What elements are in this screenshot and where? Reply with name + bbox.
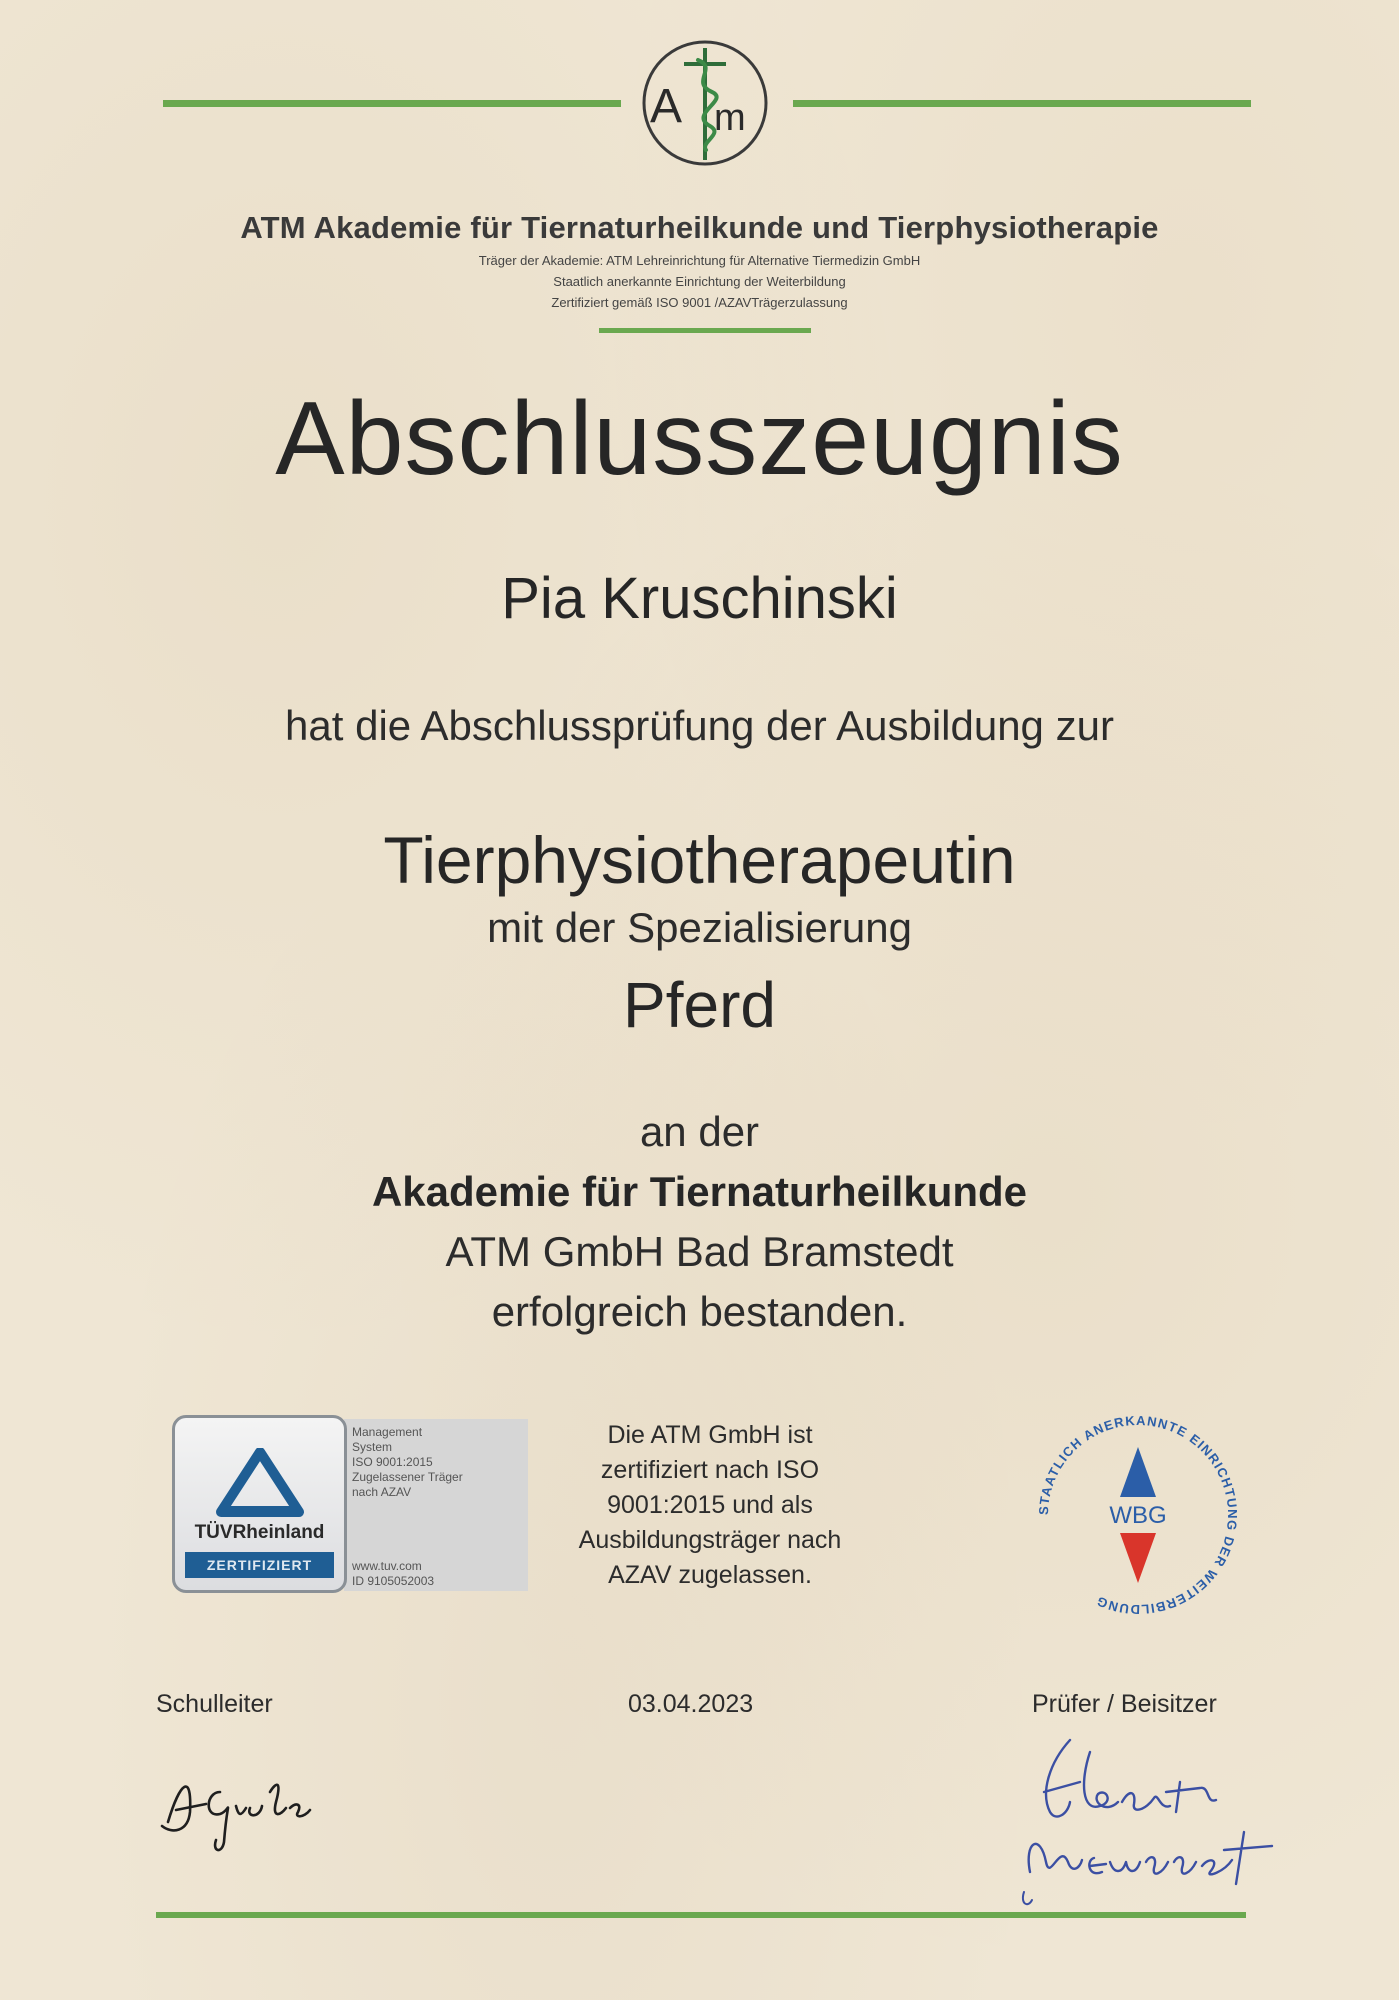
examiner-signatures (1010, 1722, 1300, 1912)
wbg-center-text: WBG (1109, 1502, 1167, 1529)
intro-text: hat die Abschlussprüfung der Ausbildung zur (285, 702, 1114, 749)
tuv-status: ZERTIFIZIERT (185, 1552, 334, 1578)
institution-name: Akademie für Tiernaturheilkunde (371, 1168, 1028, 1215)
passed-text: erfolgreich bestanden. (491, 1288, 908, 1335)
certification-note-line: Ausbildungsträger nach (578, 1526, 842, 1554)
academy-subline: Zertifiziert gemäß ISO 9001 /AZAVTrägerzulassung (551, 295, 848, 310)
logo-letter-m: m (714, 97, 746, 139)
tuv-details-panel (344, 1419, 528, 1591)
tuv-id: ID 9105052003 (352, 1574, 435, 1588)
tuv-detail-line: System (352, 1440, 393, 1454)
logo-letter-a: A (650, 80, 683, 133)
principal-signature (150, 1752, 320, 1862)
tuv-triangle-icon (215, 1448, 305, 1518)
certificate-title: Abschlusszeugnis (275, 381, 1124, 497)
certification-note-line: AZAV zugelassen. (608, 1561, 812, 1589)
footer-line (156, 1912, 1246, 1918)
header-line-right (793, 100, 1251, 107)
tuv-detail-line: nach AZAV (352, 1485, 412, 1499)
recipient-name: Pia Kruschinski (501, 566, 898, 631)
certification-note-line: 9001:2015 und als (607, 1491, 813, 1519)
academy-subline: Träger der Akademie: ATM Lehreinrichtung für Alternative Tiermedizin GmbH (478, 253, 921, 268)
specialization: Pferd (623, 969, 776, 1041)
tuv-website: www.tuv.com (352, 1559, 422, 1573)
wbg-arrow-down-icon (1120, 1533, 1156, 1583)
certification-note-line: zertifiziert nach ISO (600, 1456, 820, 1484)
tuv-brand: TÜVRheinland (194, 1522, 325, 1543)
issue-date: 03.04.2023 (628, 1690, 754, 1718)
wbg-arrow-up-icon (1120, 1447, 1156, 1497)
at-the-text: an der (639, 1108, 760, 1155)
principal-label: Schulleiter (156, 1690, 273, 1718)
examiner-label: Prüfer / Beisitzer (1032, 1690, 1217, 1718)
tuv-certification-badge (172, 1415, 528, 1595)
tuv-logo-panel (172, 1415, 347, 1593)
wbg-seal (1028, 1405, 1248, 1625)
header-underline (599, 328, 811, 333)
wbg-ring-text: STAATLICH ANERKANNTE EINRICHTUNG DER WEITERBILDUNG (1035, 1412, 1241, 1618)
header-line-left (163, 100, 621, 107)
profession: Tierphysiotherapeutin (383, 823, 1016, 897)
tuv-detail-line: Management (352, 1425, 423, 1439)
academy-title: ATM Akademie für Tiernaturheilkunde und Tierphysiotherapie (240, 210, 1159, 245)
certification-note-line: Die ATM GmbH ist (607, 1421, 813, 1449)
tuv-detail-line: Zugelassener Träger (352, 1470, 463, 1484)
institution-location: ATM GmbH Bad Bramstedt (445, 1228, 954, 1275)
certification-note (545, 1418, 875, 1593)
tuv-detail-line: ISO 9001:2015 (352, 1455, 433, 1469)
atm-logo (640, 38, 770, 168)
academy-subline: Staatlich anerkannte Einrichtung der Weiterbildung (553, 274, 846, 289)
specialization-label: mit der Spezialisierung (487, 904, 912, 951)
